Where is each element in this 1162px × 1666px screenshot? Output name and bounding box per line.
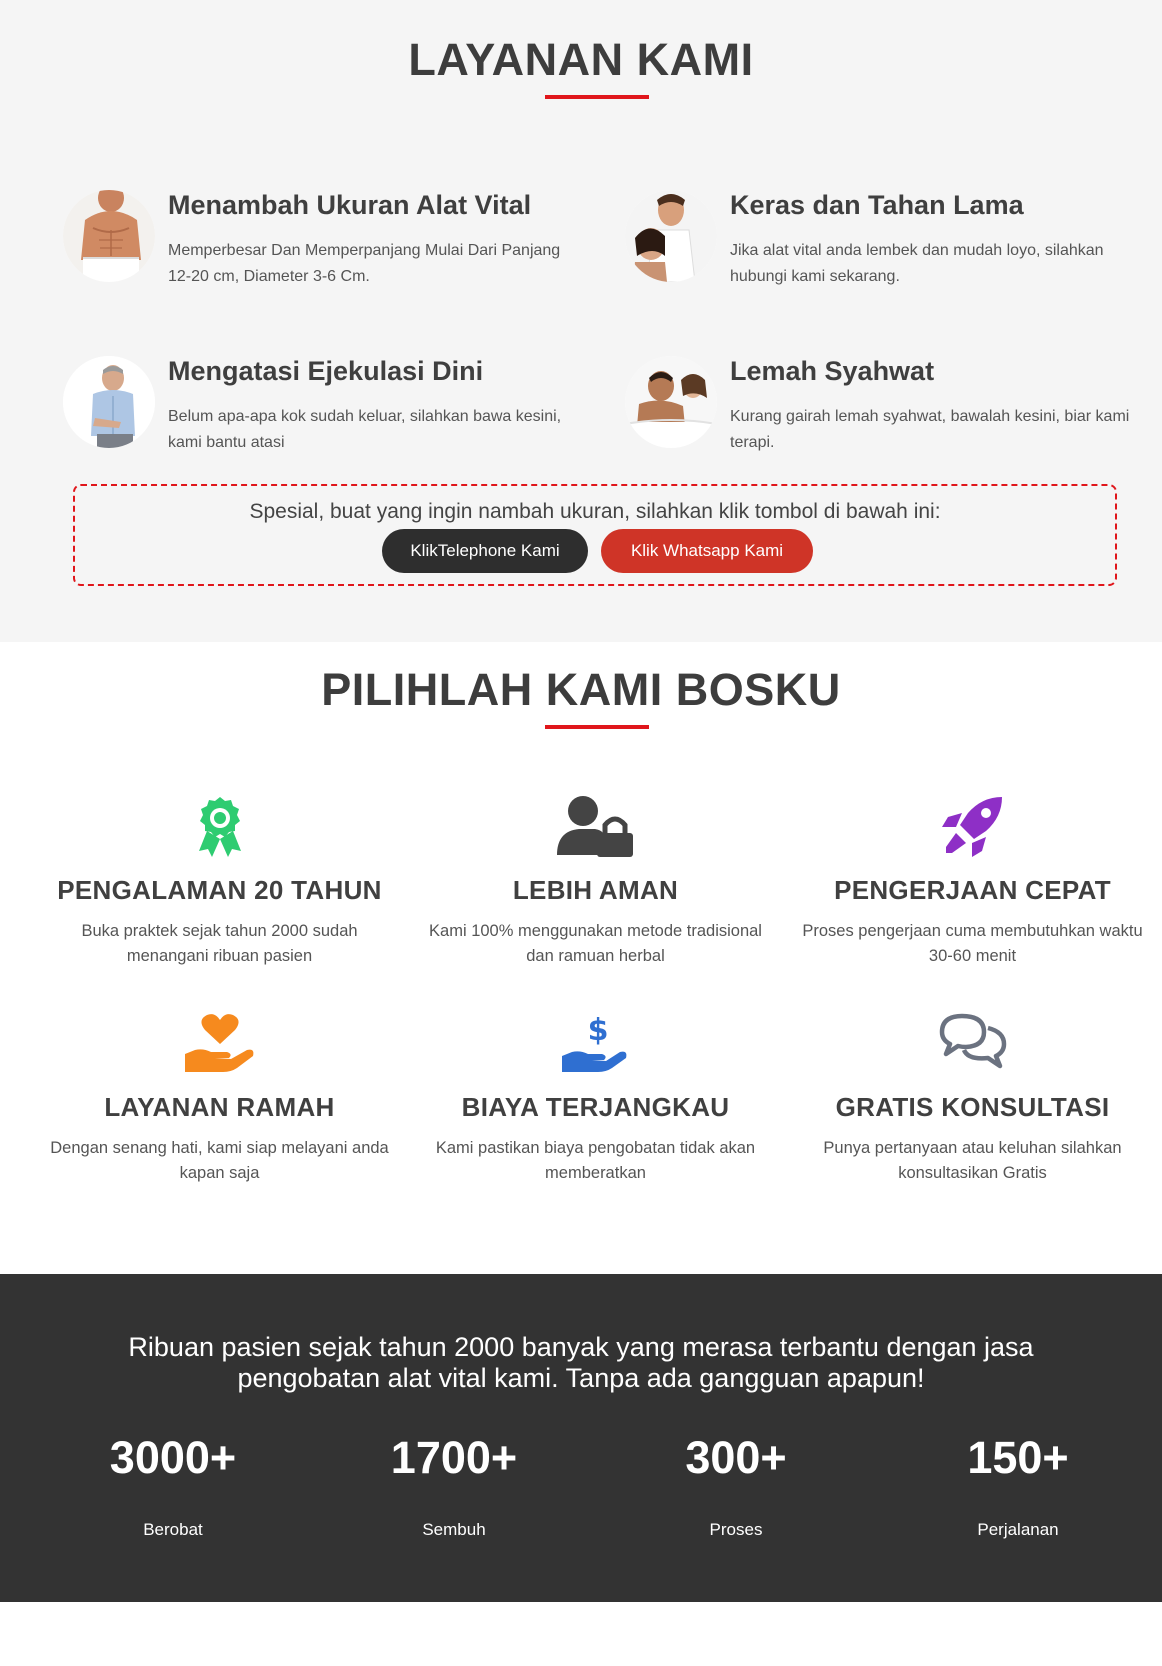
- services-title-underline: [545, 95, 649, 99]
- feature-title: LEBIH AMAN: [512, 875, 679, 905]
- rocket-icon: [784, 795, 1161, 859]
- service-photo-man-pain: [63, 356, 155, 448]
- service-title: Menambah Ukuran Alat Vital: [168, 190, 532, 220]
- feature-title: GRATIS KONSULTASI: [835, 1092, 1110, 1122]
- user-lock-icon: [407, 795, 784, 859]
- service-title: Lemah Syahwat: [730, 356, 935, 386]
- svg-text:$: $: [587, 1013, 608, 1048]
- service-title: Keras dan Tahan Lama: [730, 190, 1024, 220]
- features-title: PILIHLAH KAMI BOSKU: [321, 664, 841, 715]
- feature-title: PENGALAMAN 20 TAHUN: [57, 875, 382, 905]
- service-item-hard-long: [625, 190, 1145, 300]
- service-desc: Belum apa-apa kok sudah keluar, silahkan bawa kesini, kami bantu atasi: [168, 408, 562, 451]
- feature-desc: Buka praktek sejak tahun 2000 sudah menangani ribuan pasien: [81, 922, 358, 965]
- stat-number: 300+: [685, 1432, 787, 1483]
- service-item-low-libido: [625, 356, 1145, 466]
- feature-desc: Punya pertanyaan atau keluhan silahkan konsultasikan Gratis: [823, 1139, 1122, 1182]
- service-desc: Jika alat vital anda lembek dan mudah loyo, silahkan hubungi kami sekarang.: [730, 242, 1104, 285]
- service-desc: Kurang gairah lemah syahwat, bawalah kesini, biar kami terapi.: [730, 408, 1130, 451]
- testimonial-quote: Ribuan pasien sejak tahun 2000 banyak yang merasa terbantu dengan jasa pengobatan alat vital kami. Tanpa ada gangguan apapun!: [128, 1332, 1034, 1393]
- award-ribbon-icon: [31, 795, 408, 859]
- stat-label: Sembuh: [422, 1520, 486, 1539]
- chat-bubbles-icon: [784, 1012, 1161, 1076]
- feature-desc: Proses pengerjaan cuma membutuhkan waktu 30-60 menit: [802, 922, 1143, 965]
- feature-title: BIAYA TERJANGKAU: [461, 1092, 730, 1122]
- services-section: [0, 0, 1162, 642]
- stat-number: 1700+: [390, 1432, 518, 1483]
- feature-title: LAYANAN RAMAH: [104, 1092, 335, 1122]
- feature-title: PENGERJAAN CEPAT: [834, 875, 1111, 905]
- service-item-premature: [63, 356, 583, 466]
- stat-label: Perjalanan: [977, 1520, 1059, 1539]
- service-photo-couple: [625, 190, 717, 282]
- promo-text: Spesial, buat yang ingin nambah ukuran, silahkan klik tombol di bawah ini:: [249, 500, 941, 523]
- stat-number: 3000+: [109, 1432, 237, 1483]
- stat-number: 150+: [967, 1432, 1069, 1483]
- services-title: LAYANAN KAMI: [408, 34, 754, 85]
- stat-label: Proses: [709, 1520, 763, 1539]
- hand-heart-icon: [31, 1012, 408, 1076]
- service-photo-enlarge: [63, 190, 155, 282]
- stat-label: Berobat: [143, 1520, 203, 1539]
- service-title: Mengatasi Ejekulasi Dini: [168, 356, 484, 386]
- feature-desc: Dengan senang hati, kami siap melayani anda kapan saja: [50, 1139, 389, 1182]
- features-title-underline: [545, 725, 649, 729]
- promo-box: [73, 484, 1117, 586]
- service-desc: Memperbesar Dan Memperpanjang Mulai Dari Panjang 12-20 cm, Diameter 3-6 Cm.: [168, 242, 561, 285]
- hand-dollar-icon: [407, 1012, 784, 1076]
- feature-desc: Kami 100% menggunakan metode tradisional dan ramuan herbal: [429, 922, 762, 965]
- whatsapp-button[interactable]: Klik Whatsapp Kami: [601, 529, 813, 573]
- call-phone-button[interactable]: KlikTelephone Kami: [382, 529, 588, 573]
- service-item-enlarge: [63, 190, 583, 300]
- feature-desc: Kami pastikan biaya pengobatan tidak akan memberatkan: [435, 1139, 756, 1182]
- service-photo-couple-bed: [625, 356, 717, 448]
- stats-section: [0, 1274, 1162, 1602]
